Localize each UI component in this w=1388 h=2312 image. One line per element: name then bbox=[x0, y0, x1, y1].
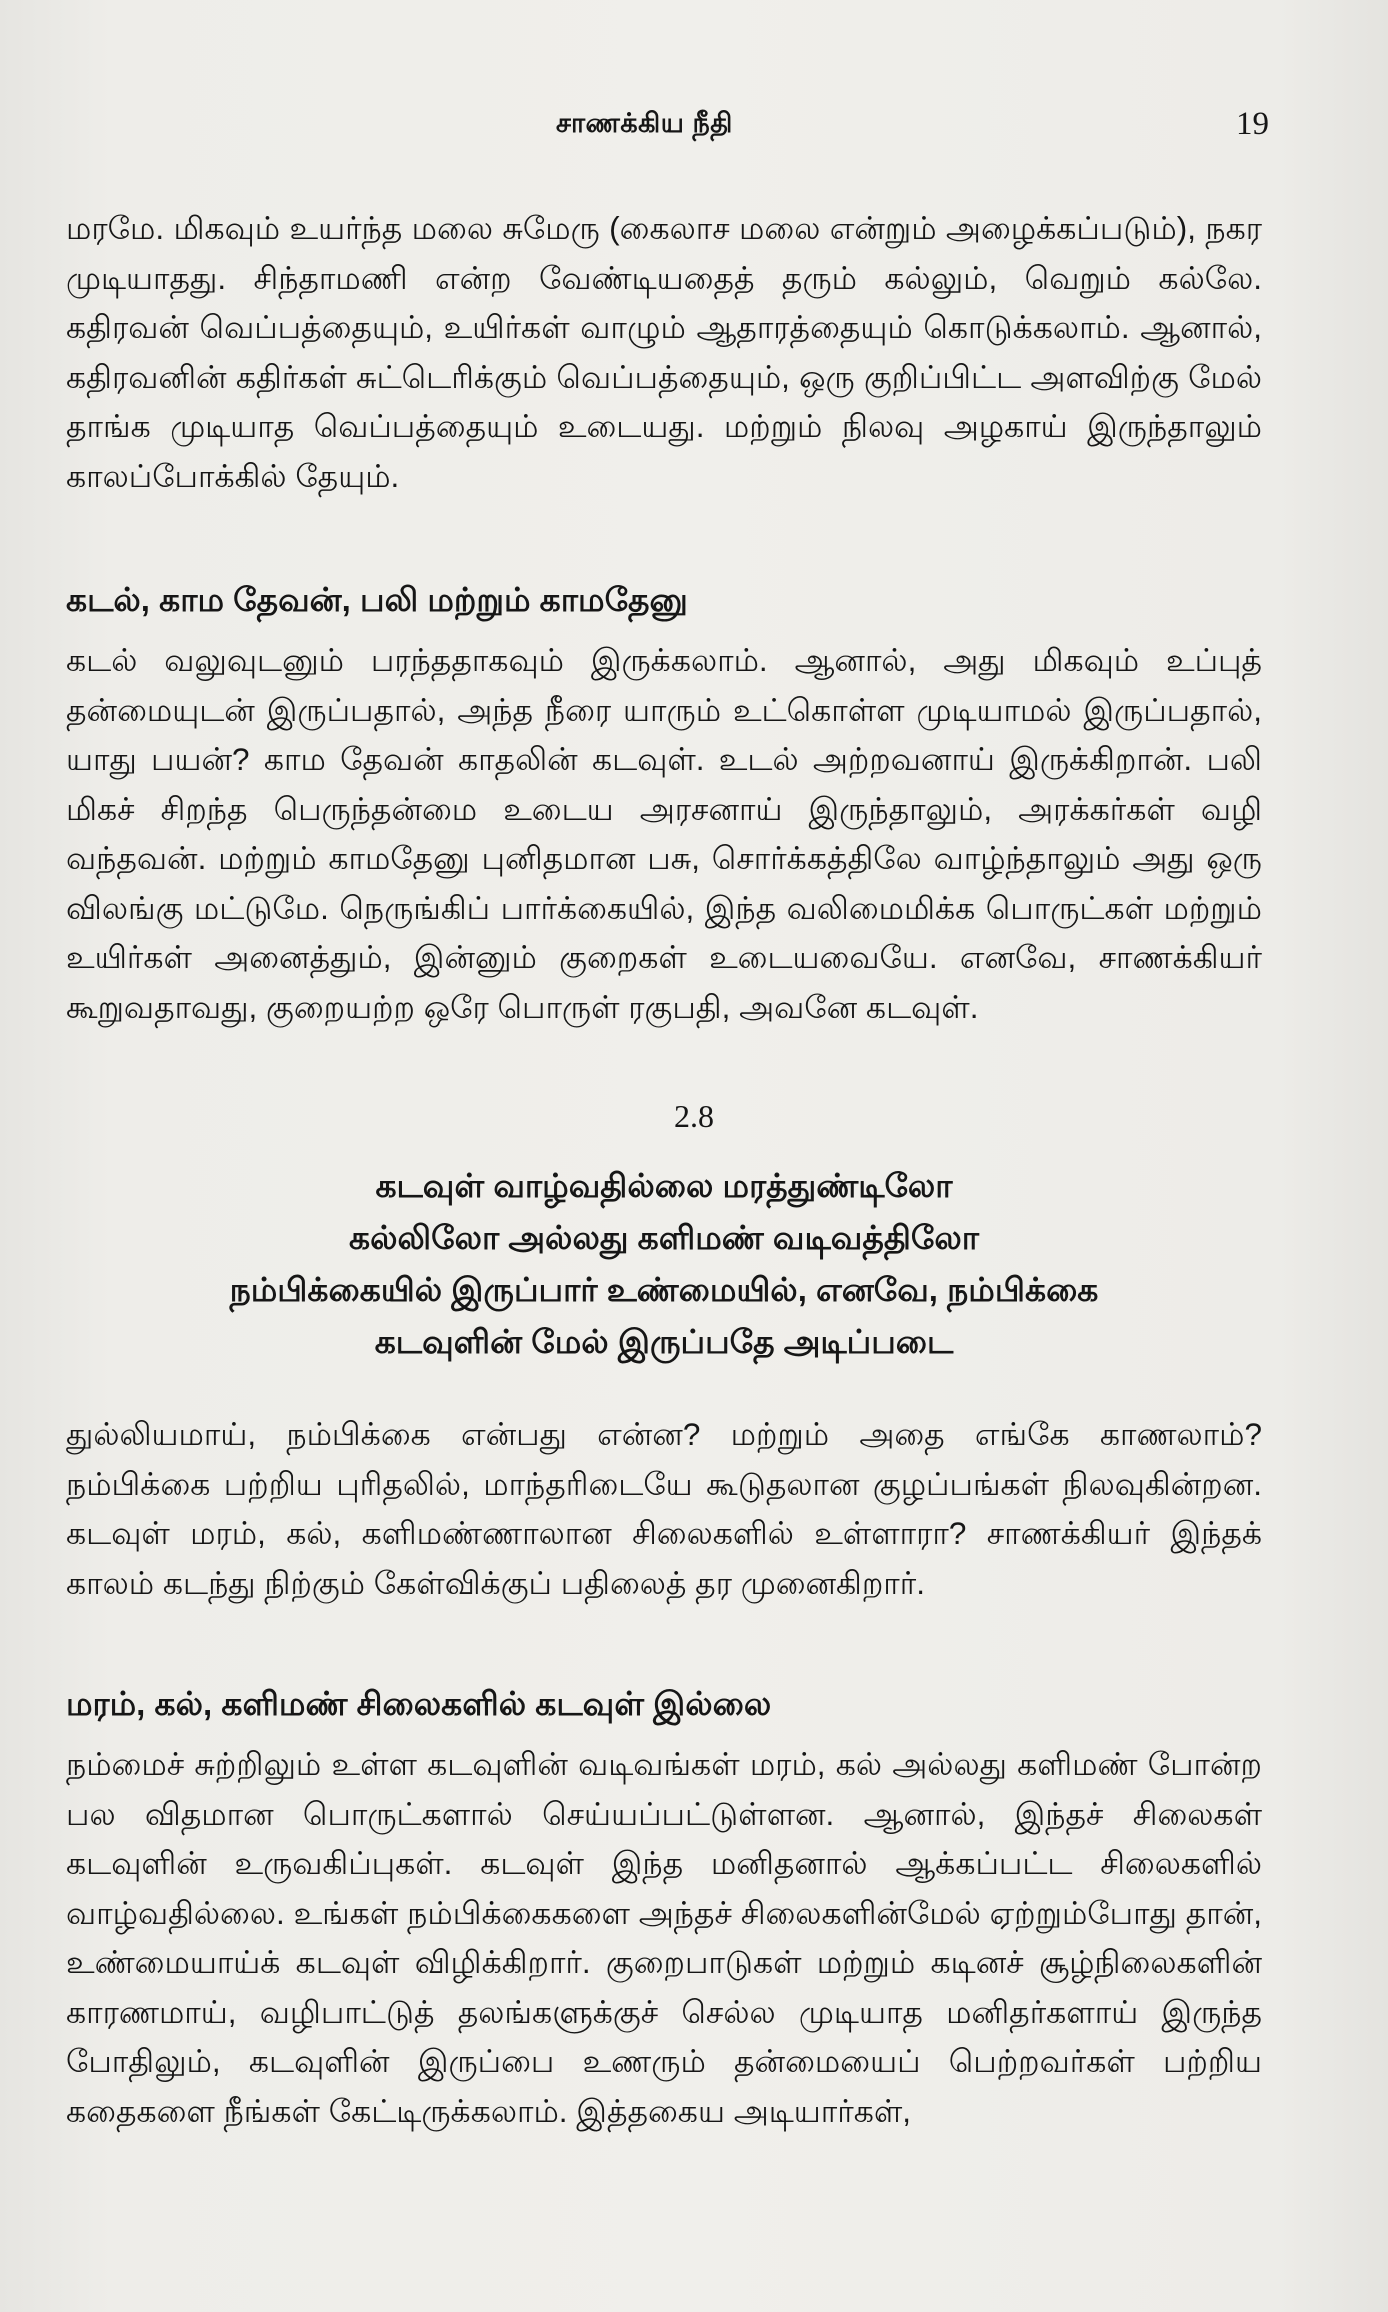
verse-number: 2.8 bbox=[674, 1098, 714, 1134]
page-number: 19 bbox=[1236, 106, 1269, 142]
verse-line: நம்பிக்கையில் இருப்பார் உண்மையில், எனவே, நம்பிக்கை bbox=[229, 1271, 1099, 1308]
section-heading-1: கடல், காம தேவன், பலி மற்றும் காமதேனு bbox=[66, 581, 688, 618]
paragraph-4: நம்மைச் சுற்றிலும் உள்ள கடவுளின் வடிவங்கள் மரம், கல் அல்லது களிமண் போன்ற பல விதமான பொருட்களால் செய்யப்பட்டுள்ளன. ஆனால், இந்தச் சிலைகள் கடவுளின் உருவகிப்புகள். கடவுள் இந்த மனிதனால் ஆக்கப்பட்ட சிலைகளில் வாழ்வதில்லை. உங்கள் நம்பிக்கைகளை அந்தச் சிலைகளின்மேல் ஏற்றும்போது தான், உண்மையாய்க் கடவுள் விழிக்கிறார். குறைபாடுகள் மற்றும் கடினச் சூழ்நிலைகளின் காரணமாய், வழிபாட்டுத் தலங்களுக்குச் செல்ல முடியாத மனிதர்களாய் இருந்த போதிலும், கடவுளின் இருப்பை உணரும் தன்மையைப் பெற்றவர்கள் பற்றிய கதைகளை நீங்கள் கேட்டிருக்கலாம். இத்தகைய அடியார்கள், bbox=[66, 1746, 1262, 2129]
verse-line: கடவுளின் மேல் இருப்பதே அடிப்படை bbox=[374, 1323, 954, 1360]
verse-block bbox=[66, 1160, 1262, 1368]
verse-line: கடவுள் வாழ்வதில்லை மரத்துண்டிலோ bbox=[375, 1167, 953, 1204]
verse-line: கல்லிலோ அல்லது களிமண் வடிவத்திலோ bbox=[349, 1219, 979, 1256]
paragraph-3: துல்லியமாய், நம்பிக்கை என்பது என்ன? மற்றும் அதை எங்கே காணலாம்? நம்பிக்கை பற்றிய புரிதலில், மாந்தரிடையே கூடுதலான குழப்பங்கள் நிலவுகின்றன. கடவுள் மரம், கல், களிமண்ணாலான சிலைகளில் உள்ளாரா? சாணக்கியர் இந்தக் காலம் கடந்து நிற்கும் கேள்விக்குப் பதிலைத் தர முனைகிறார். bbox=[66, 1416, 1262, 1601]
paragraph-2: கடல் வலுவுடனும் பரந்ததாகவும் இருக்கலாம். ஆனால், அது மிகவும் உப்புத் தன்மையுடன் இருப்பதால், அந்த நீரை யாரும் உட்கொள்ள முடியாமல் இருப்பதால், யாது பயன்? காம தேவன் காதலின் கடவுள். உடல் அற்றவனாய் இருக்கிறான். பலி மிகச் சிறந்த பெருந்தன்மை உடைய அரசனாய் இருந்தாலும், அரக்கர்கள் வழி வந்தவன். மற்றும் காமதேனு புனிதமான பசு, சொர்க்கத்திலே வாழ்ந்தாலும் அது ஒரு விலங்கு மட்டுமே. நெருங்கிப் பார்க்கையில், இந்த வலிமைமிக்க பொருட்கள் மற்றும் உயிர்கள் அனைத்தும், இன்னும் குறைகள் உடையவையே. எனவே, சாணக்கியர் கூறுவதாவது, குறையற்ற ஒரே பொருள் ரகுபதி, அவனே கடவுள். bbox=[66, 642, 1262, 1025]
running-header bbox=[0, 108, 1388, 148]
section-heading-2: மரம், கல், களிமண் சிலைகளில் கடவுள் இல்லை bbox=[66, 1685, 772, 1722]
running-title: சாணக்கிய நீதி bbox=[556, 108, 733, 138]
paragraph-1: மரமே. மிகவும் உயர்ந்த மலை சுமேரு (கைலாச மலை என்றும் அழைக்கப்படும்), நகர முடியாதது. சிந்தாமணி என்ற வேண்டியதைத் தரும் கல்லும், வெறும் கல்லே. கதிரவன் வெப்பத்தையும், உயிர்கள் வாழும் ஆதாரத்தையும் கொடுக்கலாம். ஆனால், கதிரவனின் கதிர்கள் சுட்டெரிக்கும் வெப்பத்தையும், ஒரு குறிப்பிட்ட அளவிற்கு மேல் தாங்க முடியாத வெப்பத்தையும் உடையது. மற்றும் நிலவு அழகாய் இருந்தாலும் காலப்போக்கில் தேயும். bbox=[66, 210, 1262, 494]
